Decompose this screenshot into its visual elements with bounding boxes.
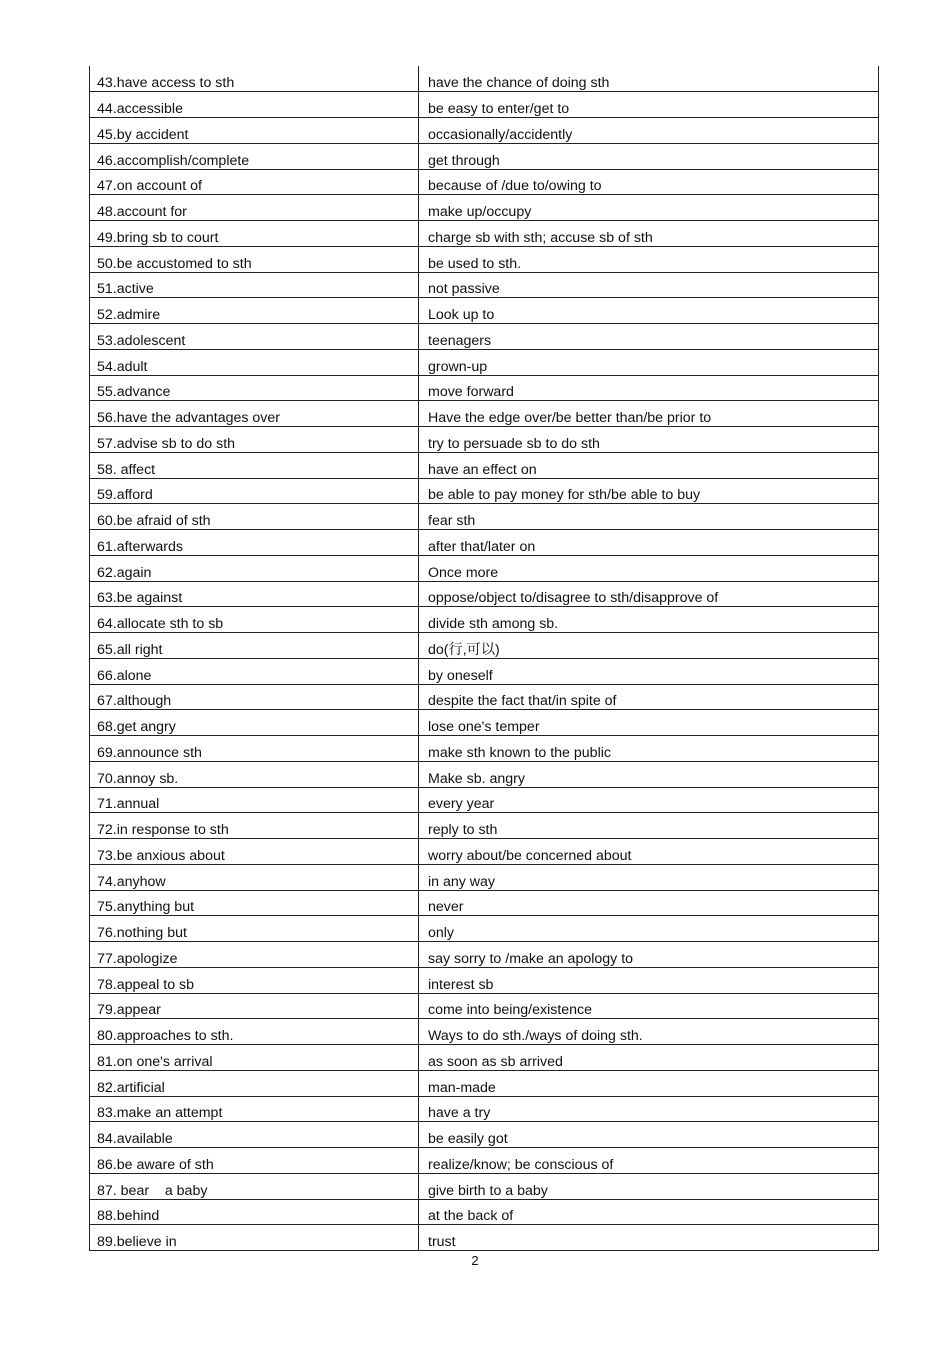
meaning-cell: not passive	[419, 272, 879, 298]
meaning-cell: make up/occupy	[419, 195, 879, 221]
term-cell: 58. affect	[90, 452, 419, 478]
meaning-cell: despite the fact that/in spite of	[419, 684, 879, 710]
meaning-cell: charge sb with sth; accuse sb of sth	[419, 221, 879, 247]
table-row	[90, 349, 879, 375]
term-cell: 70.annoy sb.	[90, 761, 419, 787]
term-cell: 82.artificial	[90, 1070, 419, 1096]
term-cell: 89.believe in	[90, 1225, 419, 1251]
table-row	[90, 993, 879, 1019]
meaning-cell: in any way	[419, 864, 879, 890]
table-row	[90, 633, 879, 659]
meaning-cell: try to persuade sb to do sth	[419, 427, 879, 453]
meaning-cell: get through	[419, 143, 879, 169]
term-cell: 87. bear a baby	[90, 1173, 419, 1199]
term-cell: 77.apologize	[90, 942, 419, 968]
table-row	[90, 1122, 879, 1148]
meaning-cell: because of /due to/owing to	[419, 169, 879, 195]
table-row	[90, 169, 879, 195]
table-row	[90, 504, 879, 530]
table-row	[90, 530, 879, 556]
term-cell: 49.bring sb to court	[90, 221, 419, 247]
term-cell: 79.appear	[90, 993, 419, 1019]
term-cell: 60.be afraid of sth	[90, 504, 419, 530]
term-cell: 57.advise sb to do sth	[90, 427, 419, 453]
term-cell: 52.admire	[90, 298, 419, 324]
meaning-cell: have the chance of doing sth	[419, 66, 879, 92]
term-cell: 83.make an attempt	[90, 1096, 419, 1122]
table-row	[90, 1225, 879, 1251]
table-row	[90, 143, 879, 169]
term-cell: 73.be anxious about	[90, 839, 419, 865]
meaning-cell: Ways to do sth./ways of doing sth.	[419, 1019, 879, 1045]
table-row	[90, 195, 879, 221]
meaning-cell: say sorry to /make an apology to	[419, 942, 879, 968]
term-cell: 53.adolescent	[90, 324, 419, 350]
term-cell: 62.again	[90, 555, 419, 581]
meaning-cell: be easy to enter/get to	[419, 92, 879, 118]
term-cell: 88.behind	[90, 1199, 419, 1225]
table-row	[90, 272, 879, 298]
meaning-cell: be easily got	[419, 1122, 879, 1148]
term-cell: 67.although	[90, 684, 419, 710]
table-row	[90, 736, 879, 762]
meaning-cell: divide sth among sb.	[419, 607, 879, 633]
table-row	[90, 607, 879, 633]
table-row	[90, 221, 879, 247]
meaning-cell: man-made	[419, 1070, 879, 1096]
term-cell: 56.have the advantages over	[90, 401, 419, 427]
term-cell: 47.on account of	[90, 169, 419, 195]
term-cell: 55.advance	[90, 375, 419, 401]
term-cell: 75.anything but	[90, 890, 419, 916]
term-cell: 44.accessible	[90, 92, 419, 118]
term-cell: 71.annual	[90, 787, 419, 813]
term-cell: 51.active	[90, 272, 419, 298]
table-row	[90, 839, 879, 865]
meaning-cell: by oneself	[419, 658, 879, 684]
meaning-cell: occasionally/accidently	[419, 118, 879, 144]
table-row	[90, 1173, 879, 1199]
table-row	[90, 864, 879, 890]
table-row	[90, 967, 879, 993]
term-cell: 50.be accustomed to sth	[90, 246, 419, 272]
term-cell: 68.get angry	[90, 710, 419, 736]
table-row	[90, 555, 879, 581]
meaning-cell: lose one's temper	[419, 710, 879, 736]
table-row	[90, 1019, 879, 1045]
term-cell: 59.afford	[90, 478, 419, 504]
meaning-cell: do(行,可以)	[419, 633, 879, 659]
table-row	[90, 787, 879, 813]
table-row	[90, 813, 879, 839]
meaning-cell: trust	[419, 1225, 879, 1251]
meaning-cell: be used to sth.	[419, 246, 879, 272]
table-row	[90, 710, 879, 736]
table-row	[90, 1070, 879, 1096]
meaning-cell: have an effect on	[419, 452, 879, 478]
meaning-cell: realize/know; be conscious of	[419, 1148, 879, 1174]
meaning-cell: give birth to a baby	[419, 1173, 879, 1199]
term-cell: 46.accomplish/complete	[90, 143, 419, 169]
meaning-cell: oppose/object to/disagree to sth/disapprove of	[419, 581, 879, 607]
vocabulary-table	[89, 66, 879, 1251]
term-cell: 80.approaches to sth.	[90, 1019, 419, 1045]
table-row	[90, 684, 879, 710]
term-cell: 69.announce sth	[90, 736, 419, 762]
term-cell: 61.afterwards	[90, 530, 419, 556]
meaning-cell: come into being/existence	[419, 993, 879, 1019]
table-row	[90, 1148, 879, 1174]
table-row	[90, 452, 879, 478]
meaning-cell: fear sth	[419, 504, 879, 530]
table-row	[90, 1045, 879, 1071]
term-cell: 72.in response to sth	[90, 813, 419, 839]
meaning-cell: Once more	[419, 555, 879, 581]
table-row	[90, 1199, 879, 1225]
meaning-cell: make sth known to the public	[419, 736, 879, 762]
table-row	[90, 581, 879, 607]
table-row	[90, 324, 879, 350]
meaning-cell: only	[419, 916, 879, 942]
table-row	[90, 658, 879, 684]
meaning-cell: reply to sth	[419, 813, 879, 839]
term-cell: 63.be against	[90, 581, 419, 607]
vocabulary-table-body	[90, 66, 879, 1251]
meaning-cell: teenagers	[419, 324, 879, 350]
table-row	[90, 1096, 879, 1122]
table-row	[90, 942, 879, 968]
term-cell: 76.nothing but	[90, 916, 419, 942]
meaning-cell: at the back of	[419, 1199, 879, 1225]
table-row	[90, 118, 879, 144]
term-cell: 45.by accident	[90, 118, 419, 144]
page-number: 2	[471, 1253, 479, 1268]
table-row	[90, 298, 879, 324]
meaning-cell: Look up to	[419, 298, 879, 324]
meaning-cell: grown-up	[419, 349, 879, 375]
table-row	[90, 890, 879, 916]
table-row	[90, 246, 879, 272]
term-cell: 54.adult	[90, 349, 419, 375]
table-row	[90, 92, 879, 118]
term-cell: 84.available	[90, 1122, 419, 1148]
meaning-cell: have a try	[419, 1096, 879, 1122]
table-row	[90, 478, 879, 504]
table-row	[90, 916, 879, 942]
term-cell: 48.account for	[90, 195, 419, 221]
term-cell: 65.all right	[90, 633, 419, 659]
table-row	[90, 66, 879, 92]
term-cell: 43.have access to sth	[90, 66, 419, 92]
meaning-cell: interest sb	[419, 967, 879, 993]
meaning-cell: as soon as sb arrived	[419, 1045, 879, 1071]
meaning-cell: Make sb. angry	[419, 761, 879, 787]
meaning-cell: every year	[419, 787, 879, 813]
term-cell: 74.anyhow	[90, 864, 419, 890]
term-cell: 66.alone	[90, 658, 419, 684]
term-cell: 78.appeal to sb	[90, 967, 419, 993]
table-row	[90, 401, 879, 427]
table-row	[90, 375, 879, 401]
table-row	[90, 761, 879, 787]
meaning-cell: worry about/be concerned about	[419, 839, 879, 865]
table-row	[90, 427, 879, 453]
meaning-cell: be able to pay money for sth/be able to buy	[419, 478, 879, 504]
term-cell: 64.allocate sth to sb	[90, 607, 419, 633]
term-cell: 81.on one's arrival	[90, 1045, 419, 1071]
meaning-cell: move forward	[419, 375, 879, 401]
meaning-cell: never	[419, 890, 879, 916]
term-cell: 86.be aware of sth	[90, 1148, 419, 1174]
meaning-cell: Have the edge over/be better than/be prior to	[419, 401, 879, 427]
meaning-cell: after that/later on	[419, 530, 879, 556]
